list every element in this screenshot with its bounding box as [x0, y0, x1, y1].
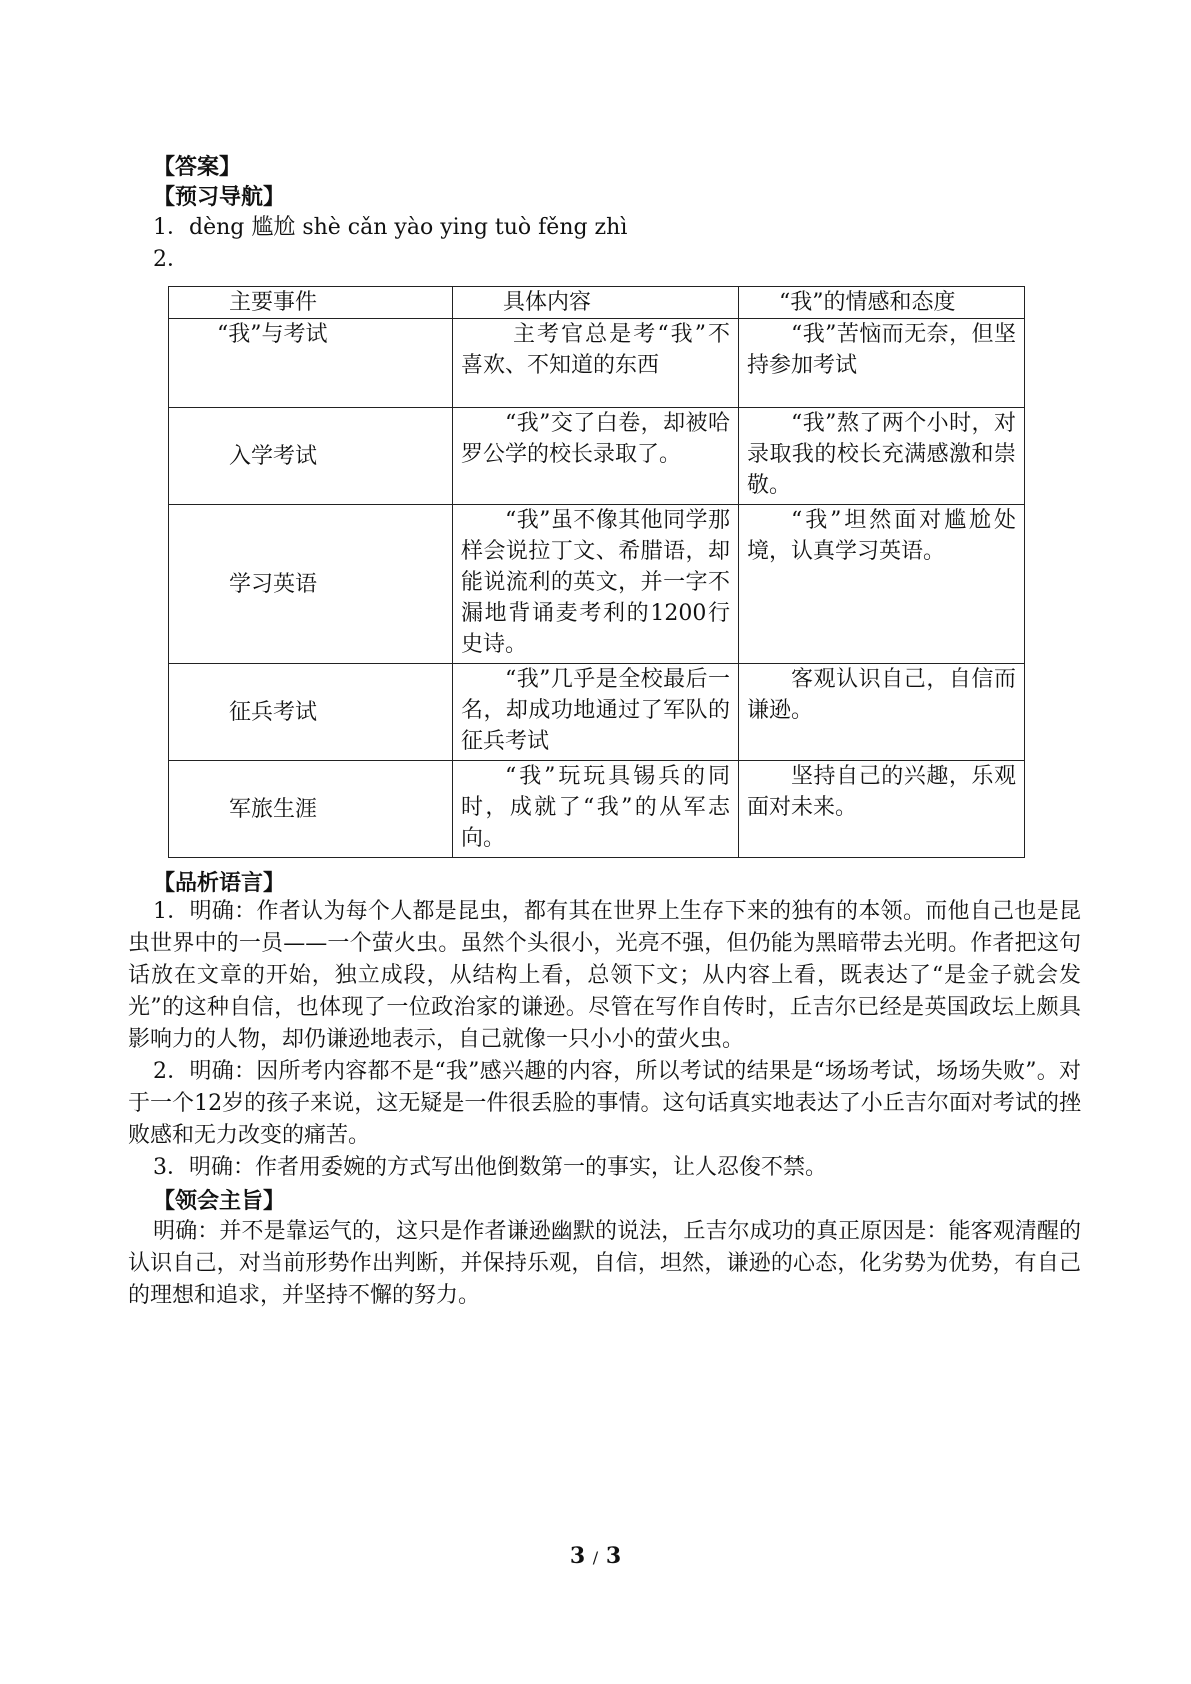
row-content: “我”虽不像其他同学那样会说拉丁文、希腊语，却能说流利的英文，并一字不漏地背诵麦考利的1200行史诗。: [453, 505, 739, 664]
header-content: 具体内容: [453, 287, 739, 319]
section-language-heading: 【品析语言】: [153, 870, 286, 896]
table-row: [169, 761, 1025, 858]
section-preview-heading: 【预习导航】: [153, 184, 286, 210]
language-item-1: 1．明确：作者认为每个人都是昆虫，都有其在世界上生存下来的独有的本领。而他自己也是昆虫世界中的一员——一个萤火虫。虽然个头很小，光亮不强，但仍能为黑暗带去光明。作者把这句话放在文章的开始，独立成段，从结构上看，总领下文；从内容上看，既表达了“是金子就会发光”的这种自信，也体现了一位政治家的谦逊。尽管在写作自传时，丘吉尔已经是英国政坛上颇具影响力的人物，却仍谦逊地表示，自己就像一只小小的萤火虫。: [128, 899, 1081, 1052]
page-current: 3: [569, 1543, 586, 1569]
preview-item-1: 1．dèng 尴尬 shè cǎn yào ying tuò fěng zhì: [153, 215, 628, 240]
section-answer-heading: 【答案】: [153, 154, 242, 180]
row-attitude: 坚持自己的兴趣，乐观面对未来。: [739, 761, 1025, 858]
preview-item-2: 2．: [153, 247, 189, 272]
row-event: 学习英语: [169, 505, 453, 664]
row-content: “我”交了白卷，却被哈罗公学的校长录取了。: [453, 408, 739, 505]
events-table: [168, 286, 1025, 858]
table-row: [169, 408, 1025, 505]
row-content: “我”玩玩具锡兵的同时，成就了“我”的从军志向。: [453, 761, 739, 858]
page-total: 3: [605, 1543, 622, 1569]
row-content: 主考官总是考“我”不喜欢、不知道的东西: [453, 319, 739, 408]
table-row: [169, 319, 1025, 408]
language-item-2: 2．明确：因所考内容都不是“我”感兴趣的内容，所以考试的结果是“场场考试，场场失败”。对于一个12岁的孩子来说，这无疑是一件很丢脸的事情。这句话真实地表达了小丘吉尔面对考试的挫败感和无力改变的痛苦。: [128, 1059, 1081, 1148]
table-row: [169, 505, 1025, 664]
header-event: 主要事件: [169, 287, 453, 319]
theme-paragraph: 明确：并不是靠运气的，这只是作者谦逊幽默的说法，丘吉尔成功的真正原因是：能客观清醒的认识自己，对当前形势作出判断，并保持乐观，自信，坦然，谦逊的心态，化劣势为优势，有自己的理想和追求，并坚持不懈的努力。: [128, 1219, 1081, 1308]
page-number: [0, 1543, 1191, 1569]
language-item-3: 3．明确：作者用委婉的方式写出他倒数第一的事实，让人忍俊不禁。: [153, 1155, 827, 1180]
table-header-row: [169, 287, 1025, 319]
row-event: 入学考试: [169, 408, 453, 505]
row-attitude: “我”熬了两个小时，对录取我的校长充满感激和崇敬。: [739, 408, 1025, 505]
table-row: [169, 664, 1025, 761]
page-separator: /: [592, 1548, 599, 1567]
row-attitude: “我”苦恼而无奈，但坚持参加考试: [739, 319, 1025, 408]
row-event: 军旅生涯: [169, 761, 453, 858]
row-attitude: “我”坦然面对尴尬处境，认真学习英语。: [739, 505, 1025, 664]
row-event: 征兵考试: [169, 664, 453, 761]
section-theme-heading: 【领会主旨】: [153, 1188, 286, 1214]
row-content: “我”几乎是全校最后一名，却成功地通过了军队的征兵考试: [453, 664, 739, 761]
header-attitude: “我”的情感和态度: [739, 287, 1025, 319]
row-attitude: 客观认识自己，自信而谦逊。: [739, 664, 1025, 761]
row-event: “我”与考试: [169, 319, 453, 408]
